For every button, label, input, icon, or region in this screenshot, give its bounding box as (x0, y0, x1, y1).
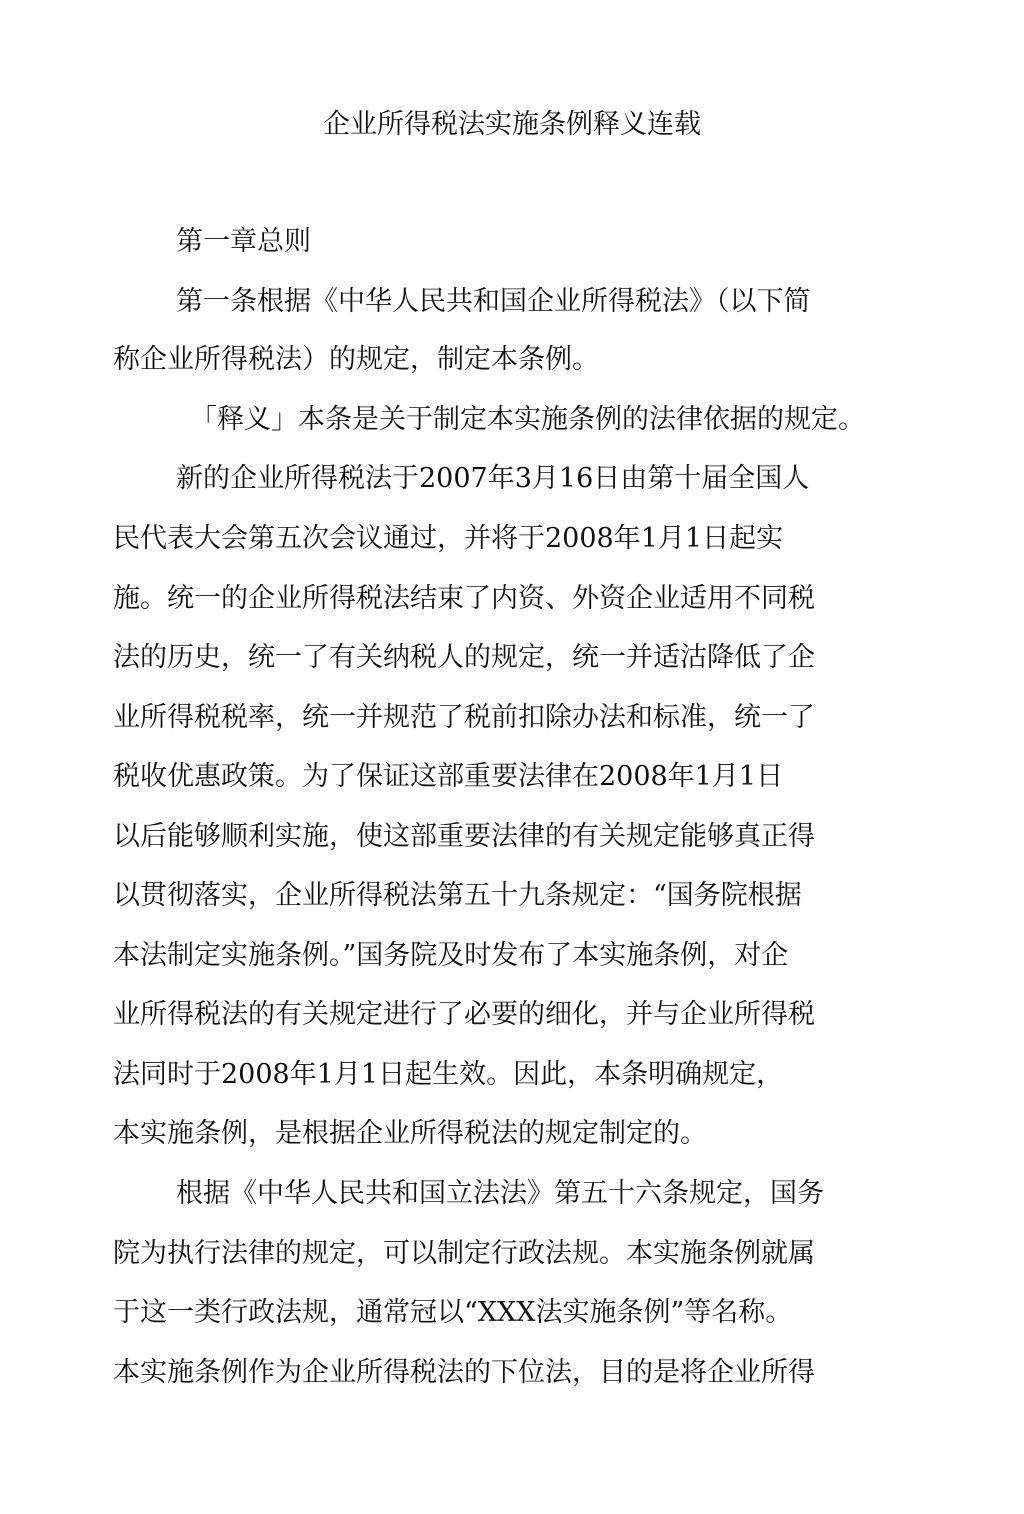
paragraph-line: 根据《中华人民共和国立法法》第五十六条规定，国务 (176, 1178, 824, 1209)
paragraph-line: 以后能够顺利实施，使这部重要法律的有关规定能够真正得 (113, 821, 815, 852)
paragraph-line: 以贯彻落实，企业所得税法第五十九条规定：“国务院根据 (113, 880, 802, 911)
paragraph-line: 于这一类行政法规，通常冠以“XXX法实施条例”等名称。 (113, 1297, 793, 1328)
paragraph-line: 本实施条例作为企业所得税法的下位法，目的是将企业所得 (113, 1357, 815, 1388)
paragraph-line: 法的历史，统一了有关纳税人的规定，统一并适沽降低了企 (113, 642, 815, 673)
document-title: 企业所得税法实施条例释义连载 (323, 109, 701, 140)
paragraph-line: 称企业所得税法）的规定，制定本条例。 (113, 344, 599, 375)
paragraph-line: 税收优惠政策。为了保证这部重要法律在2008年1月1日 (113, 761, 784, 792)
paragraph-line: 业所得税税率，统一并规范了税前扣除办法和标准，统一了 (113, 702, 815, 733)
paragraph-line: 民代表大会第五次会议通过，并将于2008年1月1日起实 (113, 523, 784, 554)
paragraph-line: 法同时于2008年1月1日起生效。因此，本条明确规定， (113, 1059, 784, 1090)
paragraph-line: 本实施条例，是根据企业所得税法的规定制定的。 (113, 1118, 707, 1149)
chapter-heading: 第一章总则 (176, 226, 311, 257)
paragraph-line: 新的企业所得税法于2007年3月16日由第十届全国人 (176, 463, 810, 494)
paragraph-line: 业所得税法的有关规定进行了必要的细化，并与企业所得税 (113, 999, 815, 1030)
paragraph-line: 第一条根据《中华人民共和国企业所得税法》（以下简 (176, 286, 811, 317)
paragraph-line: 施。统一的企业所得税法结束了内资、外资企业适用不同税 (113, 583, 815, 614)
paragraph-line: 院为执行法律的规定，可以制定行政法规。本实施条例就属 (113, 1238, 815, 1269)
paragraph-line: 「释义」本条是关于制定本实施条例的法律依据的规定。 (190, 404, 865, 435)
paragraph-line: 本法制定实施条例。”国务院及时发布了本实施条例，对企 (113, 940, 789, 971)
